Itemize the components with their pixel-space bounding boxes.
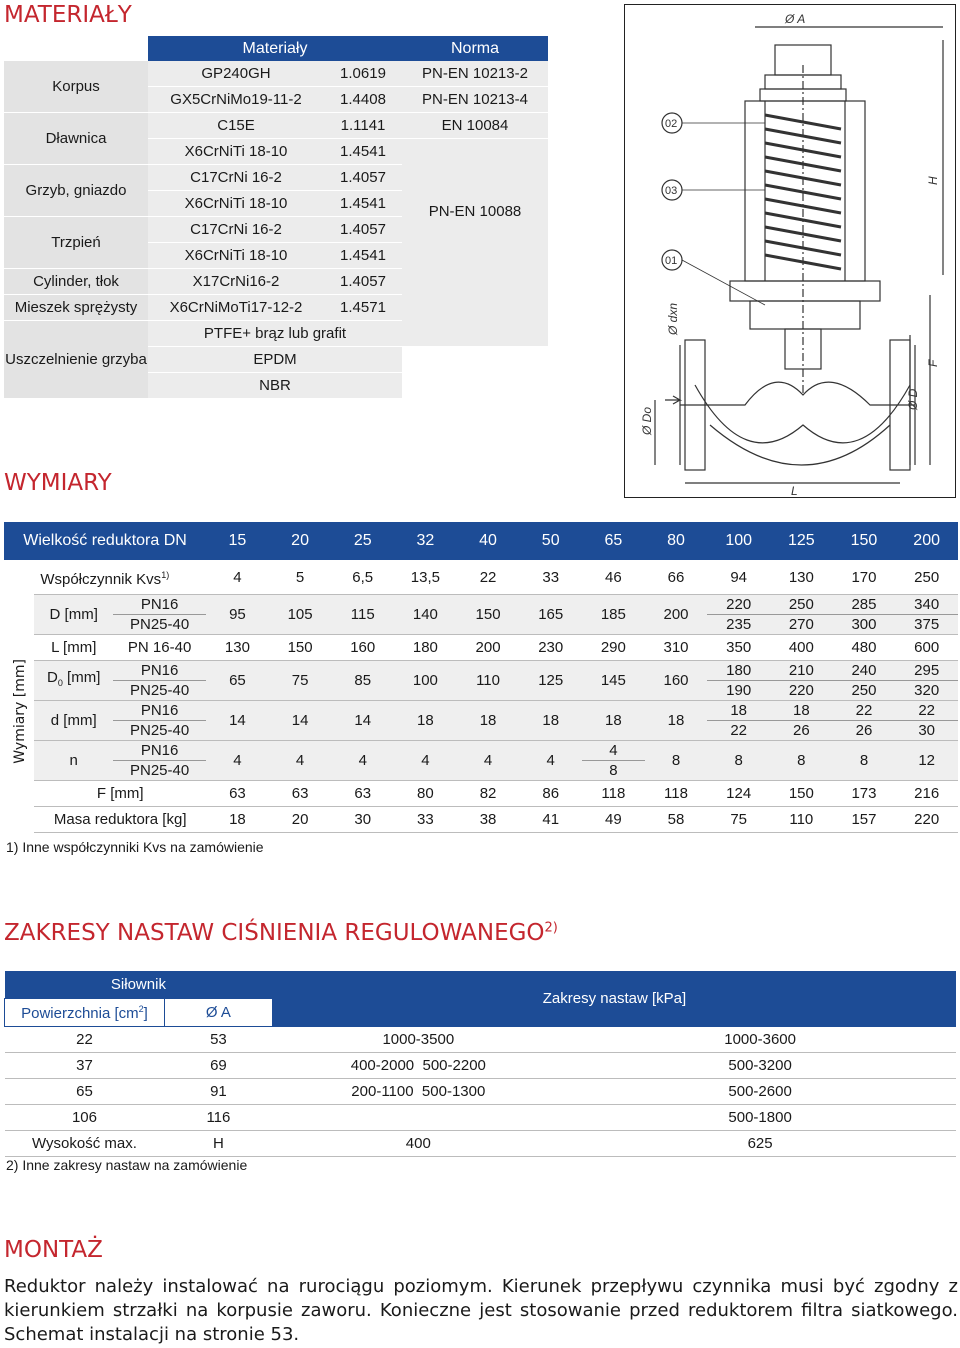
n-cell: 4 — [457, 741, 520, 781]
small-d-cell: 18 — [519, 701, 582, 741]
d0-cell: 220 — [770, 681, 833, 701]
label-dia-a: Ø A — [785, 12, 806, 26]
l-cell: 200 — [457, 635, 520, 661]
part-trzpien: Trzpień — [4, 217, 148, 269]
small-d-cell: 14 — [331, 701, 394, 741]
l-cell: 180 — [394, 635, 457, 661]
n-cell: 4 — [206, 741, 269, 781]
l-cell: 150 — [269, 635, 332, 661]
l-pn: PN 16-40 — [113, 635, 206, 661]
norm-cell-merged: PN-EN 10088 — [402, 139, 548, 347]
small-d-cell: 18 — [394, 701, 457, 741]
pn2540-label: PN25-40 — [113, 721, 206, 741]
mass-cell: 75 — [707, 807, 770, 833]
label-02: 02 — [665, 118, 678, 130]
d-cell: 185 — [582, 595, 645, 635]
kvs-cell: 22 — [457, 560, 520, 595]
part-mieszek: Mieszek sprężysty — [4, 295, 148, 321]
d-label: D [mm] — [34, 595, 113, 635]
label-01: 01 — [665, 255, 678, 267]
norm-cell: PN-EN 10213-4 — [402, 87, 548, 113]
mat-cell: X6CrNiTi 18-10 — [148, 243, 324, 269]
pressure-title-text: ZAKRESY NASTAW CIŚNIENIA REGULOWANEGO — [4, 920, 545, 946]
num-cell: 1.4057 — [324, 217, 402, 243]
d0-cell: 210 — [770, 661, 833, 681]
f-cell: 216 — [895, 781, 958, 807]
range-cell: 500-2600 — [564, 1079, 956, 1105]
d0-cell: 110 — [457, 661, 520, 701]
area-header-sup: 2 — [138, 1003, 144, 1014]
pn2540-label: PN25-40 — [113, 761, 206, 781]
mat-cell: X6CrNiTi 18-10 — [148, 191, 324, 217]
label-dia-do: Ø Do — [640, 406, 654, 435]
small-d-cell: 22 — [833, 701, 896, 721]
dn-cell: 80 — [645, 522, 708, 560]
f-cell: 150 — [770, 781, 833, 807]
small-d-cell: 18 — [457, 701, 520, 741]
area-header-text: Powierzchnia [cm — [21, 1004, 139, 1022]
small-d-cell: 18 — [707, 701, 770, 721]
valve-drawing — [624, 4, 956, 498]
norm-header: Norma — [402, 36, 548, 61]
d-cell: 140 — [394, 595, 457, 635]
n-cell: 8 — [645, 741, 708, 781]
actuator-header: Siłownik — [5, 971, 273, 999]
f-cell: 118 — [582, 781, 645, 807]
d-cell: 115 — [331, 595, 394, 635]
valve-cross-section — [625, 5, 954, 496]
range-cell: 1000-3600 — [564, 1027, 956, 1053]
mounting-title: MONTAŻ — [4, 1237, 103, 1263]
pn16-label: PN16 — [113, 595, 206, 615]
dn-cell: 150 — [833, 522, 896, 560]
l-cell: 310 — [645, 635, 708, 661]
range-cell — [272, 1079, 564, 1105]
d0-cell: 75 — [269, 661, 332, 701]
small-d-cell: 26 — [770, 721, 833, 741]
n-cell: 4 — [269, 741, 332, 781]
range-cell — [272, 1105, 564, 1131]
pn16-label: PN16 — [113, 701, 206, 721]
seal-cell: NBR — [148, 373, 402, 399]
d0-label-cell — [34, 661, 113, 701]
range-value: 400-2000 — [350, 1057, 415, 1074]
small-d-cell: 18 — [645, 701, 708, 741]
kvs-cell: 94 — [707, 560, 770, 595]
l-cell: 290 — [582, 635, 645, 661]
d-cell: 340 — [895, 595, 958, 615]
small-d-cell: 14 — [269, 701, 332, 741]
n-cell: 4 — [519, 741, 582, 781]
hmax-cell: 400 — [272, 1131, 564, 1157]
d-cell: 95 — [206, 595, 269, 635]
small-d-cell: 18 — [582, 701, 645, 741]
num-cell: 1.1141 — [324, 113, 402, 139]
d-cell: 105 — [269, 595, 332, 635]
range-value: 1000-3500 — [382, 1030, 455, 1048]
materials-title: MATERIAŁY — [4, 2, 132, 28]
f-cell: 63 — [269, 781, 332, 807]
d-cell: 165 — [519, 595, 582, 635]
num-cell: 1.4057 — [324, 269, 402, 295]
dn-cell: 100 — [707, 522, 770, 560]
area-header — [5, 999, 165, 1027]
label-h: H — [926, 176, 940, 185]
dn-cell: 50 — [519, 522, 582, 560]
mass-cell: 18 — [206, 807, 269, 833]
dn-cell: 200 — [895, 522, 958, 560]
d-cell: 200 — [645, 595, 708, 635]
kvs-cell: 33 — [519, 560, 582, 595]
mounting-text: Reduktor należy instalować na rurociągu poziomym. Kierunek przepływu czynnika musi być zgodny z kierunkiem strzałki na korpusie zaworu. Konieczne jest stosowanie przed reduktorem filtra siatkowego. Schemat instalacji na stronie 53. — [4, 1276, 958, 1345]
pn16-label: PN16 — [113, 661, 206, 681]
label-dia-dxn: Ø dxn — [666, 302, 680, 335]
d0-cell: 160 — [645, 661, 708, 701]
pn16-label: PN16 — [113, 741, 206, 761]
mat-cell: GX5CrNiMo19-11-2 — [148, 87, 324, 113]
d0-cell: 320 — [895, 681, 958, 701]
kvs-cell: 66 — [645, 560, 708, 595]
f-cell: 80 — [394, 781, 457, 807]
mat-cell: X6CrNiTi 18-10 — [148, 139, 324, 165]
dn-cell: 65 — [582, 522, 645, 560]
mass-cell: 220 — [895, 807, 958, 833]
range-cell — [272, 1027, 564, 1053]
pressure-title-sup: 2) — [544, 920, 558, 936]
mass-cell: 20 — [269, 807, 332, 833]
dn-cell: 40 — [457, 522, 520, 560]
d-cell: 235 — [707, 615, 770, 635]
l-cell: 600 — [895, 635, 958, 661]
l-cell: 230 — [519, 635, 582, 661]
mat-cell: C17CrNi 16-2 — [148, 217, 324, 243]
dn-cell: 125 — [770, 522, 833, 560]
n-cell: 12 — [895, 741, 958, 781]
mass-cell: 38 — [457, 807, 520, 833]
dn-cell: 32 — [394, 522, 457, 560]
area-header-end: ] — [143, 1004, 148, 1022]
kvs-cell: 5 — [269, 560, 332, 595]
f-cell: 63 — [331, 781, 394, 807]
kvs-sup: 1) — [161, 569, 170, 580]
num-cell: 1.4408 — [324, 87, 402, 113]
dn-cell: 20 — [269, 522, 332, 560]
d0-cell: 145 — [582, 661, 645, 701]
small-d-cell: 18 — [770, 701, 833, 721]
num-cell: 1.4541 — [324, 243, 402, 269]
dn-cell: 15 — [206, 522, 269, 560]
mass-cell: 30 — [331, 807, 394, 833]
d-cell: 375 — [895, 615, 958, 635]
f-cell: 173 — [833, 781, 896, 807]
area-cell: 37 — [5, 1053, 165, 1079]
materials-header: Materiały — [148, 36, 402, 61]
d-cell: 285 — [833, 595, 896, 615]
d-cell: 220 — [707, 595, 770, 615]
kvs-label-cell — [34, 560, 206, 595]
dn-cell: 25 — [331, 522, 394, 560]
mat-cell: X6CrNiMoTi17-12-2 — [148, 295, 324, 321]
num-cell: 1.4057 — [324, 165, 402, 191]
pn2540-label: PN25-40 — [113, 615, 206, 635]
n-cell: 8 — [770, 741, 833, 781]
dimensions-title: WYMIARY — [4, 470, 112, 496]
num-cell: 1.4571 — [324, 295, 402, 321]
d0-cell: 65 — [206, 661, 269, 701]
f-label: F [mm] — [34, 781, 206, 807]
kvs-cell: 46 — [582, 560, 645, 595]
mat-cell: C17CrNi 16-2 — [148, 165, 324, 191]
f-cell: 86 — [519, 781, 582, 807]
n-cell: 8 — [833, 741, 896, 781]
n-cell: 4 — [582, 741, 645, 761]
kvs-cell: 170 — [833, 560, 896, 595]
norm-cell: PN-EN 10213-2 — [402, 61, 548, 87]
hmax-label: Wysokość max. — [5, 1131, 165, 1157]
mat-cell: X17CrNi16-2 — [148, 269, 324, 295]
small-d-label: d [mm] — [34, 701, 113, 741]
d0-unit: [mm] — [62, 669, 101, 686]
f-cell: 63 — [206, 781, 269, 807]
mass-cell: 58 — [645, 807, 708, 833]
f-cell: 118 — [645, 781, 708, 807]
materials-table — [4, 36, 548, 399]
label-l: L — [791, 484, 798, 496]
d-cell: 150 — [457, 595, 520, 635]
l-label: L [mm] — [34, 635, 113, 661]
kvs-cell: 13,5 — [394, 560, 457, 595]
kvs-cell: 250 — [895, 560, 958, 595]
dimensions-table — [4, 522, 958, 833]
small-d-cell: 22 — [707, 721, 770, 741]
hmax-symbol: H — [164, 1131, 272, 1157]
part-grzyb: Grzyb, gniazdo — [4, 165, 148, 217]
range-value: 500-2200 — [422, 1057, 486, 1074]
norm-cell: EN 10084 — [402, 113, 548, 139]
side-label: Wymiary [mm] — [12, 658, 28, 764]
d0-cell: 180 — [707, 661, 770, 681]
mass-cell: 49 — [582, 807, 645, 833]
small-d-cell: 30 — [895, 721, 958, 741]
d0-cell: 250 — [833, 681, 896, 701]
mat-cell: C15E — [148, 113, 324, 139]
d0-cell: 100 — [394, 661, 457, 701]
l-cell: 400 — [770, 635, 833, 661]
small-d-cell: 22 — [895, 701, 958, 721]
kvs-cell: 6,5 — [331, 560, 394, 595]
kvs-cell: 130 — [770, 560, 833, 595]
label-f: F — [926, 359, 940, 367]
label-dia-d: Ø D — [906, 388, 920, 410]
area-cell: 106 — [5, 1105, 165, 1131]
pressure-note: 2) Inne zakresy nastaw na zamówienie — [6, 1157, 248, 1173]
d0-cell: 125 — [519, 661, 582, 701]
mass-cell: 157 — [833, 807, 896, 833]
d0-cell: 85 — [331, 661, 394, 701]
n-cell: 8 — [582, 761, 645, 781]
side-label-wrap — [8, 655, 32, 767]
mass-cell: 33 — [394, 807, 457, 833]
f-cell: 82 — [457, 781, 520, 807]
l-cell: 130 — [206, 635, 269, 661]
small-d-cell: 26 — [833, 721, 896, 741]
part-dlawnica: Dławnica — [4, 113, 148, 165]
range-header: Zakresy nastaw [kPa] — [272, 971, 956, 1027]
pressure-title — [4, 920, 558, 946]
dia-cell: 91 — [164, 1079, 272, 1105]
d0-cell: 240 — [833, 661, 896, 681]
pressure-table — [4, 971, 956, 1157]
dimensions-note: 1) Inne współczynniki Kvs na zamówienie — [6, 839, 264, 855]
part-korpus: Korpus — [4, 61, 148, 113]
valve-body-outline — [680, 345, 915, 465]
f-cell: 124 — [707, 781, 770, 807]
num-cell: 1.4541 — [324, 191, 402, 217]
range-cell: 500-3200 — [564, 1053, 956, 1079]
mass-cell: 41 — [519, 807, 582, 833]
d-cell: 300 — [833, 615, 896, 635]
mat-cell: GP240GH — [148, 61, 324, 87]
d0-cell: 190 — [707, 681, 770, 701]
num-cell: 1.0619 — [324, 61, 402, 87]
d0-sub: 0 — [57, 678, 63, 688]
n-cell: 4 — [394, 741, 457, 781]
range-cell — [272, 1053, 564, 1079]
d-cell: 270 — [770, 615, 833, 635]
kvs-cell: 4 — [206, 560, 269, 595]
seal-cell: EPDM — [148, 347, 402, 373]
pn2540-label: PN25-40 — [113, 681, 206, 701]
dia-cell: 53 — [164, 1027, 272, 1053]
n-cell: 8 — [707, 741, 770, 781]
l-cell: 160 — [331, 635, 394, 661]
hmax-cell: 625 — [564, 1131, 956, 1157]
mass-cell: 110 — [770, 807, 833, 833]
kvs-label: Współczynnik Kvs — [40, 570, 162, 588]
d-cell: 250 — [770, 595, 833, 615]
d0-label: D — [47, 669, 58, 686]
part-cylinder: Cylinder, tłok — [4, 269, 148, 295]
area-cell: 22 — [5, 1027, 165, 1053]
dia-cell: 69 — [164, 1053, 272, 1079]
l-cell: 350 — [707, 635, 770, 661]
part-uszczelnienie: Uszczelnienie grzyba — [4, 321, 148, 399]
area-cell: 65 — [5, 1079, 165, 1105]
dn-label: Wielkość reduktora DN — [4, 522, 206, 560]
d0-cell: 295 — [895, 661, 958, 681]
dia-cell: 116 — [164, 1105, 272, 1131]
seal-cell: PTFE+ brąz lub grafit — [148, 321, 402, 347]
mass-label: Masa reduktora [kg] — [34, 807, 206, 833]
dia-a-header: Ø A — [164, 999, 272, 1027]
num-cell: 1.4541 — [324, 139, 402, 165]
small-d-cell: 14 — [206, 701, 269, 741]
n-label: n — [34, 741, 113, 781]
range-value: 500-1300 — [421, 1083, 486, 1100]
range-cell: 500-1800 — [564, 1105, 956, 1131]
label-03: 03 — [665, 185, 678, 197]
n-cell: 4 — [331, 741, 394, 781]
l-cell: 480 — [833, 635, 896, 661]
range-value: 200-1100 — [351, 1083, 414, 1100]
